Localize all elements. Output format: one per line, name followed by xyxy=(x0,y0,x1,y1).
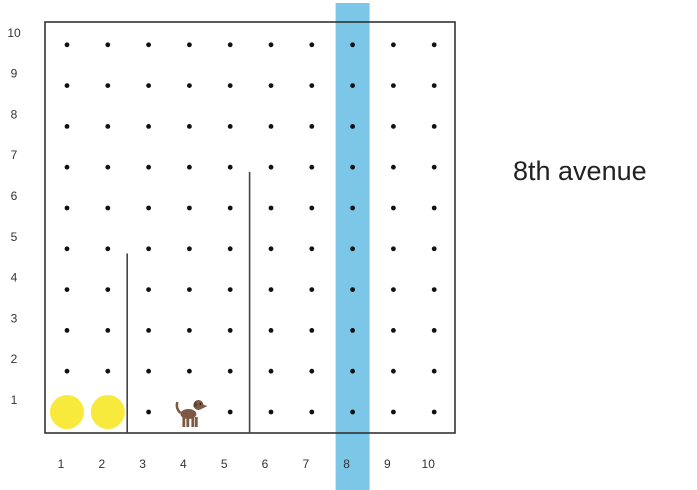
grid-dot xyxy=(146,124,151,129)
grid-dot xyxy=(309,83,314,88)
grid-dot xyxy=(391,124,396,129)
grid-dot xyxy=(65,124,70,129)
grid-dot xyxy=(309,124,314,129)
grid-dot xyxy=(432,287,437,292)
grid-dot xyxy=(65,83,70,88)
x-axis-label-5: 5 xyxy=(220,457,228,471)
x-axis-label-9: 9 xyxy=(384,457,391,471)
grid-dot xyxy=(432,369,437,374)
grid-dot xyxy=(350,328,355,333)
grid-dot xyxy=(269,83,274,88)
grid-dot xyxy=(146,369,151,374)
grid-dot xyxy=(228,328,233,333)
grid-dot xyxy=(432,42,437,47)
grid-dot xyxy=(146,206,151,211)
grid-dot xyxy=(65,287,70,292)
grid-dot xyxy=(146,328,151,333)
grid-dot xyxy=(105,83,110,88)
grid-dot xyxy=(146,246,151,251)
grid-dot xyxy=(391,410,396,415)
grid-dot xyxy=(350,369,355,374)
grid-dot xyxy=(309,369,314,374)
grid-dot xyxy=(146,410,151,415)
grid-dot xyxy=(228,42,233,47)
grid-dot xyxy=(146,165,151,170)
x-axis-label-6: 6 xyxy=(261,457,269,471)
grid-dot xyxy=(309,165,314,170)
grid-dot xyxy=(391,42,396,47)
grid-dot xyxy=(228,287,233,292)
grid-dot xyxy=(65,369,70,374)
grid-dot xyxy=(309,410,314,415)
grid-dot xyxy=(350,206,355,211)
x-axis-label-2: 2 xyxy=(98,457,106,471)
grid-dot xyxy=(228,246,233,251)
grid-dot xyxy=(187,369,192,374)
y-axis-label-10: 10 xyxy=(7,25,21,40)
grid-dot xyxy=(146,287,151,292)
grid-dot xyxy=(350,124,355,129)
grid-dot xyxy=(391,206,396,211)
grid-dot xyxy=(269,369,274,374)
grid-dot xyxy=(228,124,233,129)
grid-dot xyxy=(146,42,151,47)
grid-dot xyxy=(105,165,110,170)
grid-dot xyxy=(269,42,274,47)
yellow-ball xyxy=(50,395,84,429)
grid-dot xyxy=(65,165,70,170)
x-axis-label-8: 8 xyxy=(343,457,350,471)
x-axis-label-10: 10 xyxy=(421,457,435,471)
grid-dot xyxy=(105,328,110,333)
grid-dot xyxy=(65,42,70,47)
x-axis-label-1: 1 xyxy=(57,457,65,471)
y-axis-label-4: 4 xyxy=(10,270,18,285)
x-axis-label-4: 4 xyxy=(180,457,187,471)
grid-dot xyxy=(432,83,437,88)
grid-dot xyxy=(432,246,437,251)
grid-dot xyxy=(146,83,151,88)
y-axis-label-8: 8 xyxy=(10,107,18,122)
grid-dot xyxy=(350,246,355,251)
grid-dot xyxy=(65,246,70,251)
grid-dot xyxy=(432,410,437,415)
grid-dot xyxy=(269,410,274,415)
grid-dot xyxy=(432,165,437,170)
grid-dot xyxy=(432,206,437,211)
grid-dot xyxy=(391,287,396,292)
y-axis-label-6: 6 xyxy=(10,189,18,203)
grid-dot xyxy=(309,42,314,47)
grid-dot xyxy=(187,287,192,292)
y-axis-label-7: 7 xyxy=(10,148,18,163)
grid-dot xyxy=(309,206,314,211)
grid-dot xyxy=(350,165,355,170)
x-axis-label-7: 7 xyxy=(302,457,310,471)
grid-dot xyxy=(269,287,274,292)
grid-dot xyxy=(350,42,355,47)
grid-dot xyxy=(309,246,314,251)
grid-dot xyxy=(309,287,314,292)
grid-dot xyxy=(105,246,110,251)
y-axis-label-3: 3 xyxy=(10,311,18,326)
grid-dot xyxy=(187,42,192,47)
grid-dot xyxy=(269,328,274,333)
grid-dot xyxy=(65,206,70,211)
yellow-ball xyxy=(91,395,125,429)
grid-dot xyxy=(105,206,110,211)
grid-dot xyxy=(391,328,396,333)
grid-dot xyxy=(391,246,396,251)
grid-dot xyxy=(187,124,192,129)
grid-dot xyxy=(187,328,192,333)
grid-dot xyxy=(269,206,274,211)
x-axis-label-3: 3 xyxy=(139,457,146,471)
grid-dot xyxy=(350,83,355,88)
y-axis-label-2: 2 xyxy=(10,352,18,367)
dog-icon xyxy=(177,400,208,427)
grid-dot xyxy=(228,83,233,88)
grid-dot xyxy=(350,287,355,292)
grid-dot xyxy=(187,83,192,88)
grid-dot xyxy=(432,124,437,129)
grid-dot xyxy=(269,124,274,129)
grid-dot xyxy=(269,165,274,170)
grid-dot xyxy=(309,328,314,333)
grid-dot xyxy=(187,246,192,251)
grid-dot xyxy=(65,328,70,333)
grid-dot xyxy=(105,124,110,129)
grid-dot xyxy=(105,369,110,374)
grid-dot xyxy=(228,369,233,374)
grid-dot xyxy=(105,42,110,47)
grid-dot xyxy=(187,206,192,211)
y-axis-label-9: 9 xyxy=(10,66,18,81)
y-axis-label-5: 5 xyxy=(10,229,18,244)
avenue-label: 8th avenue xyxy=(513,156,647,186)
grid-dot xyxy=(228,410,233,415)
grid-dot xyxy=(391,165,396,170)
grid-dot xyxy=(391,369,396,374)
grid-dot xyxy=(228,165,233,170)
grid-dot xyxy=(105,287,110,292)
grid-dot xyxy=(350,410,355,415)
grid-dot xyxy=(391,83,396,88)
y-axis-label-1: 1 xyxy=(10,393,18,407)
grid-dot xyxy=(228,206,233,211)
grid-dot xyxy=(269,246,274,251)
grid-dot xyxy=(432,328,437,333)
grid-dot xyxy=(187,165,192,170)
